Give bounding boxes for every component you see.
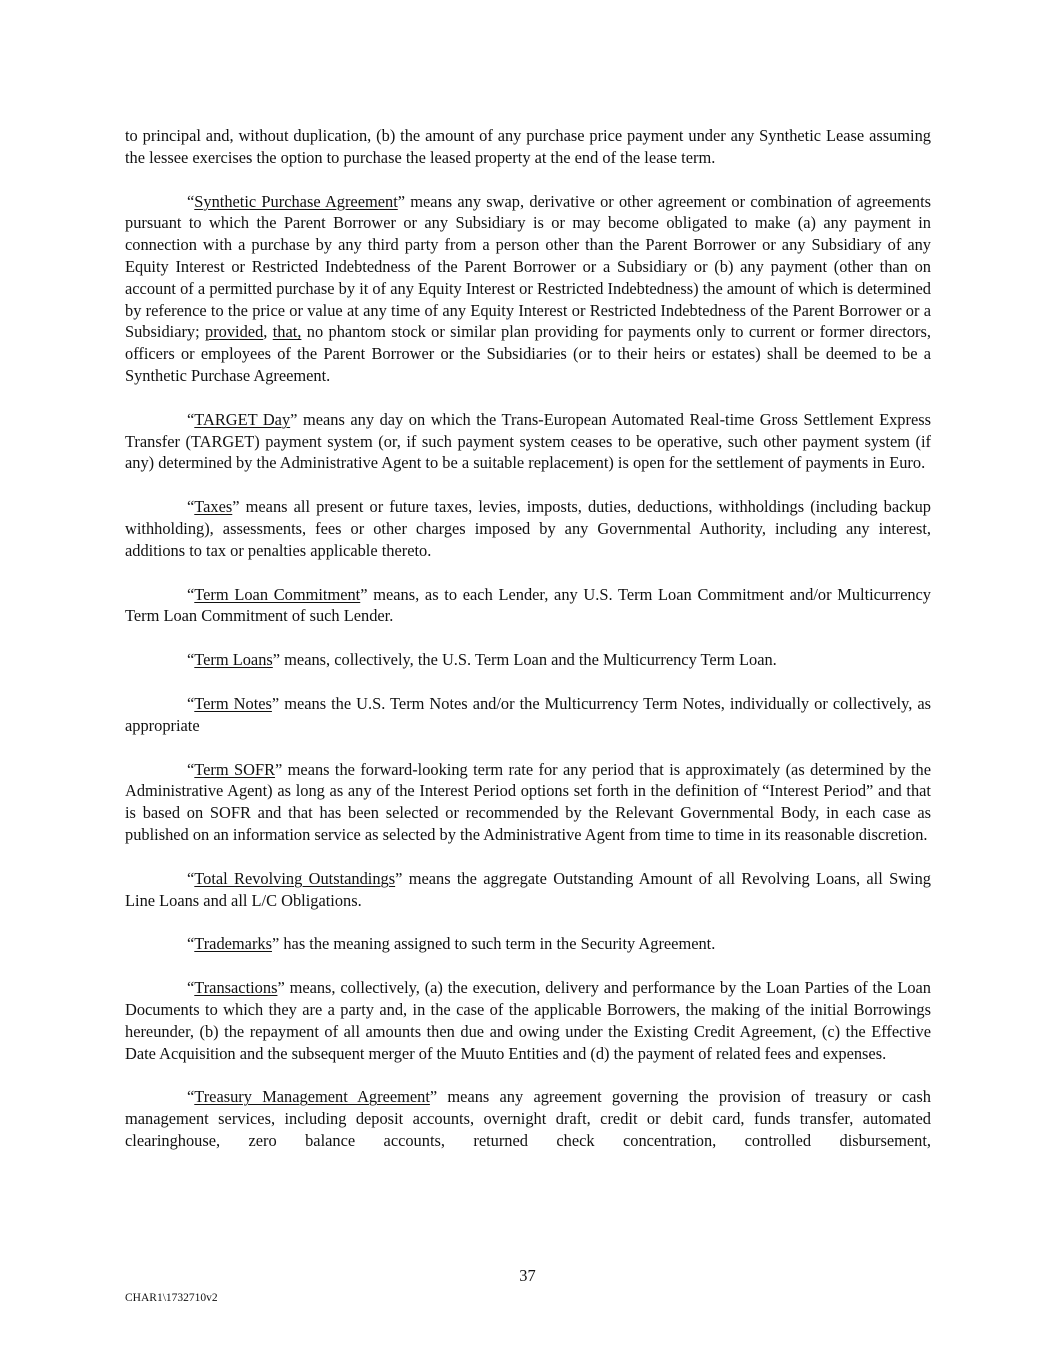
defined-term: Term Notes: [194, 693, 272, 713]
definition-paragraph: [125, 868, 931, 912]
document-body: [125, 125, 931, 1174]
definition-paragraph: [125, 693, 931, 737]
definition-paragraph: [125, 649, 931, 671]
paragraph-text: to principal and, without duplication, (b) the amount of any purchase price payment under any Synthetic Lease assuming the lessee exercises the option to purchase the leased property at the end of the lease term.: [125, 126, 931, 167]
paragraph-text: ” means, collectively, (a) the execution, delivery and performance by the Loan Parties of the Loan Documents to which they are a party and, in the case of the applicable Borrowers, the making of the initial Borrowings hereunder, (b) the repayment of all amounts then due and owing under the Existing Credit Agreement, (c) the Effective Date Acquisition and the subsequent merger of the Muuto Entities and (d) the payment of related fees and expenses.: [125, 978, 931, 1063]
paragraph-text: no phantom stock or similar plan providing for payments only to current or former directors, officers or employees of the Parent Borrower or the Subsidiaries (or to their heirs or estates) shall be deemed to be a Synthetic Purchase Agreement.: [125, 322, 931, 385]
defined-term: that,: [272, 322, 302, 342]
paragraph-text: ” means any agreement governing the provision of treasury or cash management services, including deposit accounts, overnight draft, credit or debit card, funds transfer, automated clearinghouse, zero balance accounts, returned check concentration, controlled disbursement,: [125, 1087, 931, 1150]
definition-paragraph: [125, 977, 931, 1064]
paragraph-text: “: [187, 693, 195, 713]
definition-paragraph: [125, 496, 931, 561]
paragraph-text: ” means, as to each Lender, any U.S. Term Loan Commitment and/or Multicurrency Term Loan Commitment of such Lender.: [125, 584, 932, 626]
paragraph-text: “: [187, 497, 195, 517]
definition-paragraph: [125, 409, 931, 474]
document-id: CHAR1\1732710v2: [125, 1292, 218, 1304]
definition-paragraph: [125, 933, 931, 955]
paragraph-text: “: [187, 978, 195, 998]
paragraph-text: “: [187, 868, 195, 888]
definition-paragraph: [125, 125, 931, 169]
paragraph-text: ” means all present or future taxes, levies, imposts, duties, deductions, withholdings (including backup withholding), assessments, fees or other charges imposed by any Governmental Authority, including any interest, additions to tax or penalties applicable thereto.: [125, 497, 931, 560]
paragraph-text: ” means any swap, derivative or other agreement or combination of agreements pursuant to which the Parent Borrower or any Subsidiary is or may become obligated to make (a) any payment in connection with a purchase by any third party from a person other than the Parent Borrower or any Subsidiary of any Equity Interest or Restricted Indebtedness of the Parent Borrower or a Subsidiary or (b) any payment (other than on account of a permitted purchase by it of any Equity Interest or Restricted Indebtedness) the amount of which is determined by reference to the price or value at any time of any Equity Interest or Restricted Indebtedness of the Parent Borrower or a Subsidiary;: [125, 191, 931, 342]
definition-paragraph: [125, 1086, 931, 1151]
defined-term: provided: [205, 322, 264, 342]
defined-term: Term Loan Commitment: [194, 584, 361, 604]
definition-paragraph: [125, 584, 931, 628]
paragraph-text: ,: [263, 322, 273, 342]
defined-term: Synthetic Purchase Agreement: [194, 191, 398, 211]
page-number: 37: [519, 1266, 536, 1285]
defined-term: Total Revolving Outstandings: [194, 868, 396, 888]
defined-term: Term SOFR: [194, 759, 276, 779]
defined-term: Term Loans: [194, 650, 273, 670]
paragraph-text: ” means the U.S. Term Notes and/or the Multicurrency Term Notes, individually or collectively, as appropriate: [125, 693, 931, 735]
definition-paragraph: [125, 759, 931, 846]
defined-term: Transactions: [194, 978, 278, 998]
paragraph-text: “: [187, 759, 195, 779]
defined-term: Trademarks: [194, 934, 272, 954]
paragraph-text: “: [187, 650, 195, 670]
defined-term: TARGET Day: [194, 409, 291, 429]
paragraph-text: ” means any day on which the Trans-European Automated Real-time Gross Settlement Express Transfer (TARGET) payment system (or, if such payment system ceases to be operative, such other payment system (if any) determined by the Administrative Agent to be a suitable replacement) is open for the settlement of payments in Euro.: [125, 409, 931, 473]
paragraph-text: “: [187, 191, 195, 211]
paragraph-text: “: [187, 1087, 195, 1107]
paragraph-text: ” means, collectively, the U.S. Term Loan and the Multicurrency Term Loan.: [272, 650, 777, 670]
paragraph-text: ” means the aggregate Outstanding Amount of all Revolving Loans, all Swing Line Loans and all L/C Obligations.: [125, 868, 931, 910]
definition-paragraph: [125, 191, 931, 387]
defined-term: Taxes: [194, 497, 233, 517]
paragraph-text: “: [187, 409, 195, 429]
paragraph-text: ” has the meaning assigned to such term in the Security Agreement.: [271, 934, 716, 954]
paragraph-text: “: [187, 934, 195, 954]
defined-term: Treasury Management Agreement: [194, 1087, 430, 1107]
paragraph-text: ” means the forward-looking term rate for any period that is approximately (as determined by the Administrative Agent) as long as any of the Interest Period options set forth in the definition of “Interest Period” and that is based on SOFR and that has been selected or recommended by the Relevant Governmental Body, in each case as published on an information service as selected by the Administrative Agent from time to time in its reasonable discretion.: [125, 759, 931, 844]
paragraph-text: “: [187, 584, 195, 604]
